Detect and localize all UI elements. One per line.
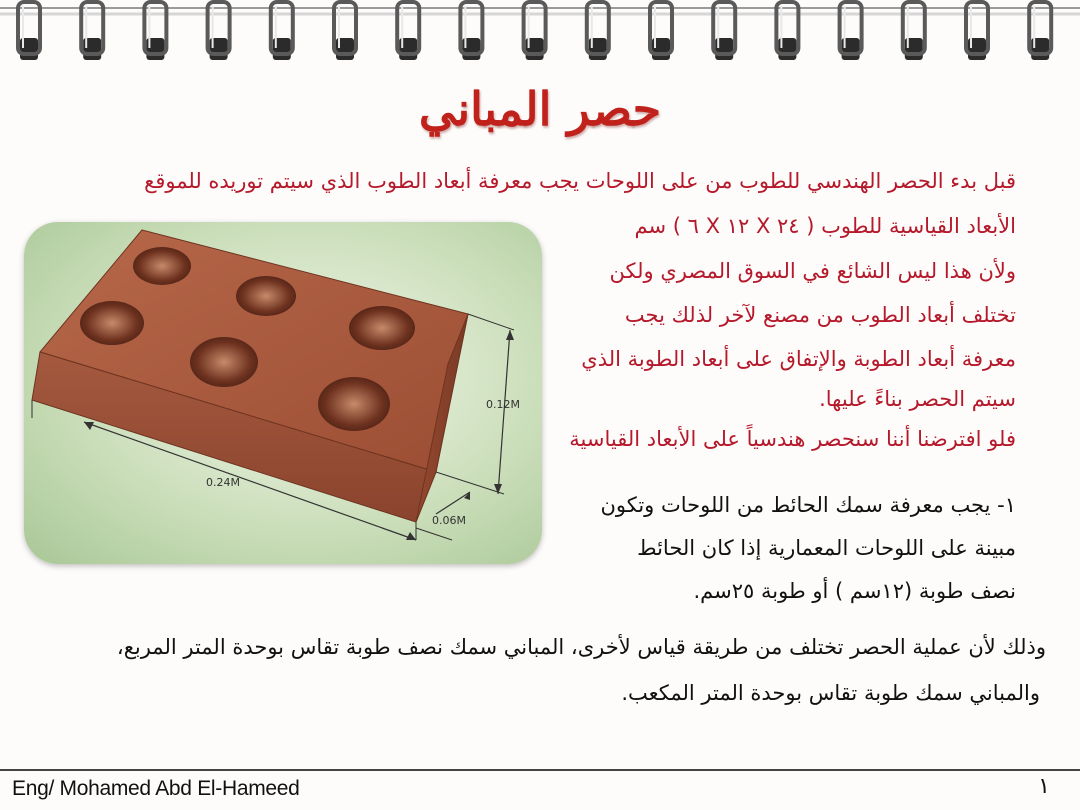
binding-ring bbox=[18, 2, 40, 60]
hole bbox=[80, 301, 144, 345]
author-credit: Eng/ Mohamed Abd El-Hameed bbox=[12, 777, 300, 800]
binding-ring bbox=[460, 2, 482, 60]
length-dimension-label: 0.24M bbox=[206, 476, 240, 489]
hole bbox=[236, 276, 296, 316]
binding-ring bbox=[587, 2, 609, 60]
page-title: حصر المباني bbox=[418, 82, 662, 136]
binding-ring bbox=[81, 2, 103, 60]
binding-ring bbox=[840, 2, 862, 60]
binding-ring bbox=[1029, 2, 1051, 60]
note-line: والمباني سمك طوبة تقاس بوحدة المتر المكعب. bbox=[621, 681, 1040, 705]
hole bbox=[318, 377, 390, 431]
binding-ring bbox=[208, 2, 230, 60]
binding-ring bbox=[650, 2, 672, 60]
spiral-binding bbox=[0, 0, 1080, 66]
binding-ring bbox=[966, 2, 988, 60]
hole bbox=[133, 247, 191, 285]
intro-line: فلو افترضنا أننا سنحصر هندسياً على الأبعاد القياسية bbox=[569, 427, 1016, 451]
binding-ring bbox=[713, 2, 735, 60]
intro-line: معرفة أبعاد الطوبة والإتفاق على أبعاد الطوبة الذي bbox=[581, 347, 1016, 371]
height-dimension-label: 0.12M bbox=[486, 398, 520, 411]
brick-figure-panel bbox=[24, 222, 542, 564]
intro-line: تختلف أبعاد الطوب من مصنع لآخر لذلك يجب bbox=[624, 303, 1016, 327]
note-line: وذلك لأن عملية الحصر تختلف من طريقة قياس لأخرى، المباني سمك نصف طوبة تقاس بوحدة المتر المربع، bbox=[116, 635, 1046, 659]
intro-line: الأبعاد القياسية للطوب ( ٢٤ X ١٢ X ٦ ) سم bbox=[634, 214, 1016, 238]
binding-ring bbox=[397, 2, 419, 60]
hole bbox=[190, 337, 258, 387]
intro-line: سيتم الحصر بناءً عليها. bbox=[819, 387, 1016, 411]
hole bbox=[349, 306, 415, 350]
binding-ring bbox=[524, 2, 546, 60]
binding-ring bbox=[776, 2, 798, 60]
footer-divider bbox=[0, 769, 1080, 771]
binding-ring bbox=[334, 2, 356, 60]
intro-line: قبل بدء الحصر الهندسي للطوب من على اللوحات يجب معرفة أبعاد الطوب الذي سيتم توريده للموقع bbox=[144, 169, 1016, 193]
brick-illustration bbox=[24, 222, 542, 564]
width-dimension-label: 0.06M bbox=[432, 514, 466, 527]
page-number: ١ bbox=[1038, 774, 1050, 799]
binding-ring bbox=[903, 2, 925, 60]
binding-ring bbox=[144, 2, 166, 60]
binding-ring bbox=[271, 2, 293, 60]
intro-line: ولأن هذا ليس الشائع في السوق المصري ولكن bbox=[609, 259, 1016, 283]
point-line: مبينة على اللوحات المعمارية إذا كان الحائط bbox=[637, 536, 1016, 560]
point-line: نصف طوبة (١٢سم ) أو طوبة ٢٥سم. bbox=[693, 579, 1016, 603]
point-line: ١- يجب معرفة سمك الحائط من اللوحات وتكون bbox=[600, 493, 1016, 517]
